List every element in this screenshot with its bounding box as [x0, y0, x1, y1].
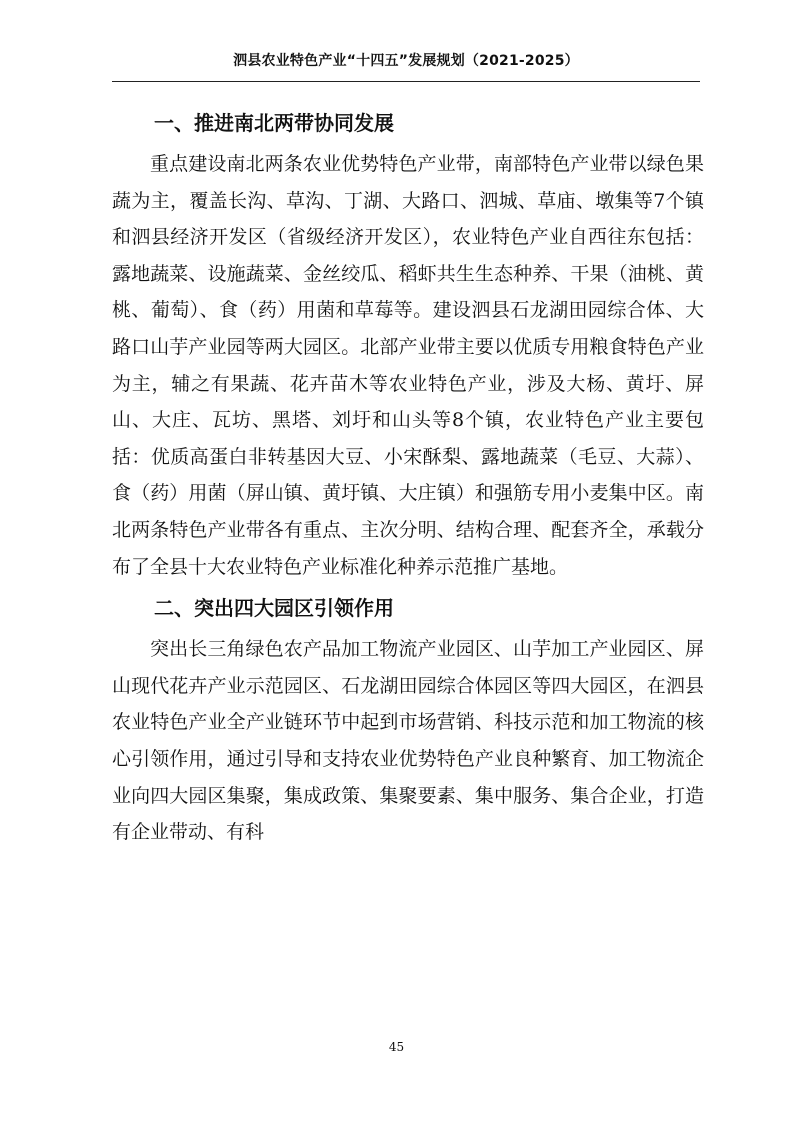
section-heading-2: 二、突出四大园区引领作用 [154, 596, 394, 621]
page-body [112, 100, 704, 851]
section-heading-1: 一、推进南北两带协同发展 [154, 111, 394, 135]
running-header: 泗县农业特色产业“十四五”发展规划（2021-2025） [233, 53, 579, 69]
section-paragraph-2: 突出长三角绿色农产品加工物流产业园区、山芋加工产业园区、屏山现代花卉产业示范园区、石龙湖田园综合体园区等四大园区，在泗县农业特色产业全产业链环节中起到市场营销、科技示范和加工物流的核心引领作用，通过引导和支持农业优势特色产业良种繁育、加工物流企业向四大园区集聚，集成政策、集聚要素、集中服务、集合企业，打造有企业带动、有科 [112, 638, 704, 844]
header-rule [112, 81, 700, 82]
page-number: 45 [388, 1040, 405, 1054]
section-paragraph-1: 重点建设南北两条农业优势特色产业带，南部特色产业带以绿色果蔬为主，覆盖长沟、草沟、丁湖、大路口、泗城、草庙、墩集等7个镇和泗县经济开发区（省级经济开发区），农业特色产业自西往东包括：露地蔬菜、设施蔬菜、金丝绞瓜、稻虾共生生态种养、干果（油桃、黄桃、葡萄）、食（药）用菌和草莓等。建设泗县石龙湖田园综合体、大路口山芋产业园等两大园区。北部产业带主要以优质专用粮食特色产业为主，辅之有果蔬、花卉苗木等农业特色产业，涉及大杨、黄圩、屏山、大庄、瓦坊、黑塔、刘圩和山头等8个镇，农业特色产业主要包括：优质高蛋白非转基因大豆、小宋酥梨、露地蔬菜（毛豆、大蒜）、食（药）用菌（屏山镇、黄圩镇、大庄镇）和强筋专用小麦集中区。南北两条特色产业带各有重点、主次分明、结构合理、配套齐全，承载分布了全县十大农业特色产业标准化种养示范推广基地。 [112, 153, 704, 578]
